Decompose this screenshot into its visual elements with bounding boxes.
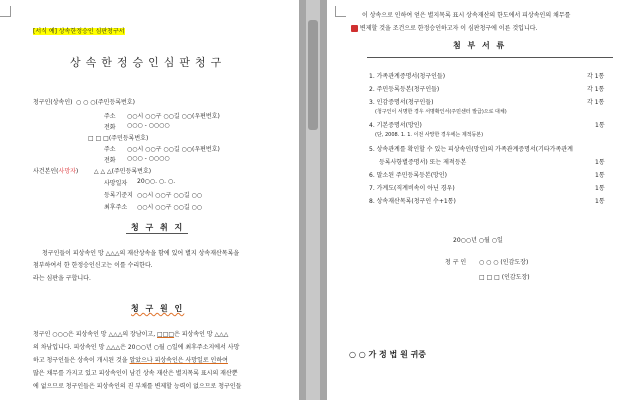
claimant-phone-value: ○○○ - ○○○○ [127, 122, 170, 129]
attachment-count: 각 1통 [587, 73, 605, 80]
crop-mark [0, 6, 11, 17]
checkmark-icon [351, 25, 358, 32]
document-page-left [0, 0, 299, 400]
death-date-label: 사망일자 [104, 180, 128, 187]
attachment-count: 1통 [595, 185, 605, 192]
registry-label: 등록기준지 [104, 192, 133, 199]
attachment-item: 6. 말소된 주민등록등본(망인) [369, 172, 447, 179]
vertical-scrollbar[interactable] [306, 0, 320, 400]
attachment-item: 2. 주민등록등본(청구인들) [369, 86, 440, 93]
cause-line: 많은 채무를 가지고 있고 피상속인이 남긴 상속 재산은 별지목록 표시의 재산뿐 [33, 370, 238, 377]
claimant-name: ○ ○ ○(주민등록번호) [76, 99, 135, 106]
claimant-phone-label: 전화 [104, 124, 116, 131]
signer-name: ○ ○ ○ (인감도장) [479, 259, 529, 266]
decedent-name: △ △ △(주민등록번호) [94, 168, 152, 175]
heading-rule [367, 57, 613, 58]
attachment-item: 3. 인감증명서(청구인들) [369, 99, 434, 106]
last-address-value: ○○시 ○○구 ○○길 ○○ [137, 204, 202, 211]
attachments-heading: 첨 부 서 류 [453, 41, 507, 50]
attachment-count: 1통 [595, 198, 605, 205]
claimant-label: 청구인(상속인) [33, 99, 73, 106]
claimant2-address-value: ○○시 ○○구 ○○길 ○○(우편번호) [127, 146, 220, 153]
signer-name: □ □ □ (인감도장) [479, 274, 530, 281]
continuation-line: 이 상속으로 인하여 얻은 별지목록 표시 상속재산의 한도에서 피상속인의 채무를 [362, 12, 571, 19]
cause-line: 청구인 ○○○은 피상속인 망 △△△의 장남이고, □□□은 피상속인 망 △△△ [33, 331, 229, 338]
registry-value: ○○시 ○○구 ○○길 ○○ [137, 192, 202, 199]
attachment-count: 1통 [595, 122, 605, 129]
attachment-count: 각 1통 [587, 86, 605, 93]
attachment-item: 1. 가족관계증명서(청구인들) [369, 73, 446, 80]
court-name: ○ ○ 가 정 법 원 귀중 [349, 350, 427, 359]
cause-heading: 청 구 원 인 [131, 304, 185, 313]
continuation-line: 변제할 것을 조건으로 한정승인하고자 이 심판청구에 이른 것입니다. [351, 23, 537, 32]
heading-underline [126, 233, 188, 234]
claimant2-name: □ □ □(주민등록번호) [88, 135, 149, 142]
attachment-item: 7. 가계도(직계비속이 아닌 경우) [369, 185, 455, 192]
document-title: 상속한정승인심판청구 [70, 56, 227, 69]
claimant2-address-label: 주소 [104, 146, 116, 153]
attachment-note: (청구인이 서명한 경우 서명확인서(주민센터 발급)으로 대체) [375, 109, 507, 115]
attachment-item: 등록사항별증명서) 또는 제적등본 [379, 159, 467, 166]
purpose-line: 첨부하여서 한 한정승인신고는 이를 수리한다. [33, 262, 153, 269]
purpose-line: 라는 심판을 구합니다. [33, 275, 91, 282]
attachment-item: 5. 상속관계를 확인할 수 있는 피상속인(망인)의 가족관계증명서(기타가족관계 [369, 146, 573, 153]
attachment-note: (단, 2008. 1. 1. 이전 사망한 경우에는 제적등본) [375, 132, 484, 138]
purpose-line: 청구인들이 피상속인 망 △△△의 재산상속을 함에 있어 별지 상속재산목록을 [42, 250, 240, 257]
decedent-label: 사건본인(사망자) [33, 168, 79, 175]
filing-date: 20○○년 ○월 ○일 [453, 237, 503, 244]
signer-label: 청 구 인 [445, 259, 467, 266]
attachment-count: 1통 [595, 159, 605, 166]
last-address-label: 최후주소 [104, 204, 128, 211]
cause-line: 의 차남입니다. 피상속인 망 △△△은 20○○년 ○월 ○일에 최후주소지에서 사망 [33, 344, 240, 351]
cause-line: 하고 청구인들은 상속이 개시된 것을 알았으나 피상속인은 사망일로 인하여 [33, 357, 228, 364]
claimant-address-value: ○○시 ○○구 ○○길 ○○(우편번호) [127, 113, 220, 120]
crop-mark [335, 6, 346, 17]
claimant2-phone-label: 전화 [104, 157, 116, 164]
scrollbar-thumb[interactable] [308, 20, 318, 130]
death-date-value: 20○○. ○. ○. [137, 178, 176, 185]
form-label: [서식 예] 상속한정승인 심판청구서 [33, 28, 125, 35]
attachment-item: 4. 기본증명서(망인) [369, 122, 422, 129]
attachment-count: 각 1통 [587, 99, 605, 106]
purpose-heading: 청 구 취 지 [131, 223, 185, 232]
cause-line: 에 없으므로 청구인들은 피상속인의 진 부채를 변제할 능력이 없으므로 청구인들 [33, 383, 242, 390]
document-page-right [327, 0, 640, 400]
attachment-count: 1통 [595, 172, 605, 179]
claimant-address-label: 주소 [104, 113, 116, 120]
attachment-item: 8. 상속재산목록(청구인 수+1통) [369, 198, 456, 205]
claimant2-phone-value: ○○○ - ○○○○ [127, 155, 170, 162]
